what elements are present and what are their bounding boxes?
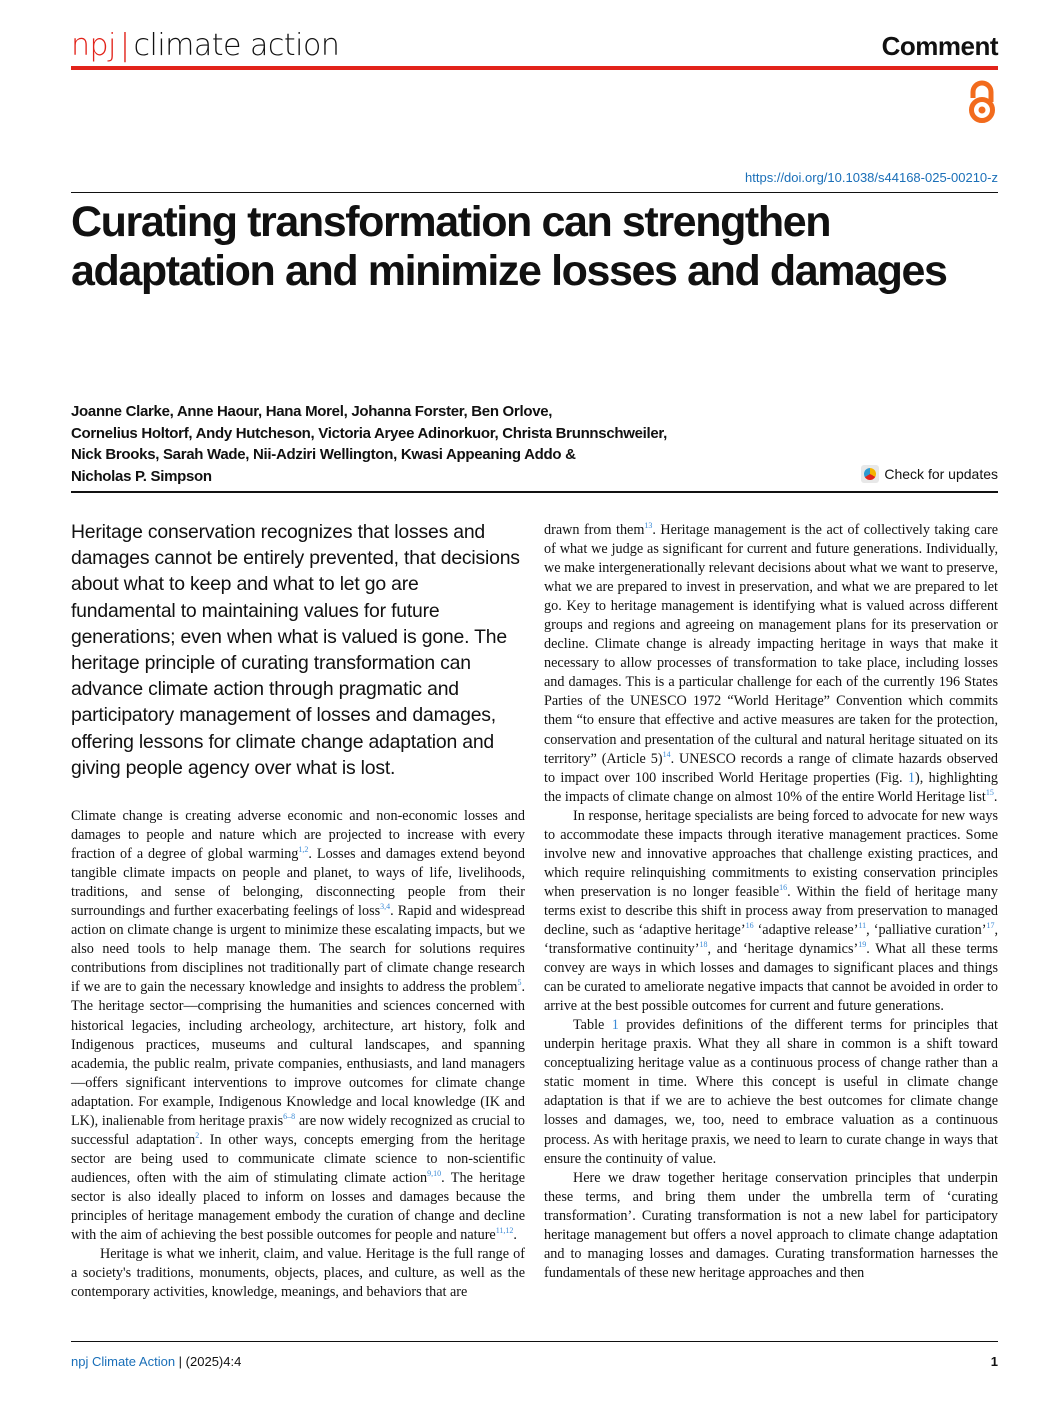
body-text: Climate change is creating adverse economic and non-economic losses and damages to people and nature which are projected to increase with every fraction of a degree of global warming (71, 808, 525, 863)
author-list (71, 401, 811, 487)
page-number: 1 (990, 1354, 998, 1369)
citation-ref[interactable]: 11 (858, 920, 867, 930)
page-footer (71, 1354, 998, 1370)
author-line[interactable]: Joanne Clarke, Anne Haour, Hana Morel, Johanna Forster, Ben Orlove, (71, 403, 553, 420)
footer-separator: | (175, 1354, 186, 1369)
body-paragraph: Heritage is what we inherit, claim, and value. Heritage is the full range of a society's traditions, monuments, objects, places, and culture, as well as the contemporary activities, knowledge, meanings, and behaviors that are (71, 1246, 525, 1301)
body-paragraph (544, 1016, 998, 1168)
journal-separator: | (119, 28, 130, 63)
body-text: . Heritage management is the act of collectively taking care of what we judge as significant for current and future generations. Individually, we make intergenerationally relevant decisions about what we want to preserve, what we are prepared to invest in preservation, and what we are prepared to let go. Key to heritage management is identifying what is valued across different groups and regions and agreeing on management plans for its preservation or decline. Climate change is already impacting heritage in ways that make it necessary to allow processes of transformation to take place, including losses and damages. This is a particular challenge for each of the currently 196 States Parties of the UNESCO 1972 “World Heritage” Convention which commits them “to ensure that effective and active measures are taken for the protection, conservation and presentation of the cultural and natural heritage situated on its territory” (Article 5) (544, 522, 998, 767)
body-text: drawn from them (544, 522, 645, 538)
journal-logo[interactable] (71, 28, 339, 64)
doi-link[interactable]: https://doi.org/10.1038/s44168-025-00210-z (745, 170, 998, 185)
masthead-divider (71, 66, 998, 70)
citation-ref[interactable]: 1,2 (298, 845, 309, 855)
body-text: . The heritage sector—comprising the humanities and sciences concerned with historical legacies, including archeology, architecture, art history, folk and Indigenous practices, museums and cultural landscapes, and spanning academia, the public realm, private companies, enthusiasts, and land managers—offers significant interventions to improve outcomes for climate change adaptation. For example, Indigenous Knowledge and local knowledge (IK and LK), inalienable from heritage praxis (71, 979, 525, 1129)
body-paragraph (544, 521, 998, 807)
body-text: In response, heritage specialists are being forced to advocate for new ways to accommodate these impacts through iterative management practices. Some involve new and innovative approaches that challenge existing practices, and which require relinquishing commitments to existing conservation principles when preservation is no longer feasible (544, 807, 998, 900)
body-text: . Rapid and widespread action on climate change is urgent to minimize these escalating impacts, but we also need tools to help manage them. The search for solutions requires contributions from disciplines not traditionally part of climate change research if we are to gain the necessary knowledge and insights to address the problem (71, 903, 526, 996)
citation-ref[interactable]: 15 (985, 787, 994, 797)
check-for-updates-button[interactable] (861, 465, 998, 483)
body-text: . (993, 788, 998, 805)
author-line[interactable]: Nicholas P. Simpson (71, 467, 212, 485)
footer-divider (71, 1341, 998, 1342)
body-paragraph: Here we draw together heritage conservation principles that underpin these terms, and bring them under the umbrella term of ‘curating transformation’. Curating transformation is not a new label for participatory heritage management but offers a novel approach to climate change adaptation and to managing losses and damages. Curating transformation harnesses the fundamentals of these new heritage approaches and then (544, 1169, 998, 1281)
body-text: ‘adaptive release’ (753, 921, 859, 938)
article-title: Curating transformation can strengthen adaptation and minimize losses and damages (71, 198, 947, 295)
body-text: . In other ways, concepts emerging from the heritage sector are being used to communicate climate science to non-scientific audiences, often with the aim of stimulating climate action (71, 1131, 526, 1186)
figure-link[interactable]: 1 (907, 769, 915, 786)
body-text: are now widely recognized as crucial to successful adaptation (71, 1112, 525, 1148)
citation-ref[interactable]: 2 (195, 1130, 200, 1140)
journal-name: climate action (133, 28, 340, 63)
check-for-updates-label: Check for updates (884, 466, 998, 482)
body-text: . Losses and damages extend beyond tangible climate impacts on people and planet, to ways of life, livelihoods, traditions, and sense of belonging, disconnecting people from their surroundings and further exacerbating feelings of loss (71, 846, 525, 920)
body-paragraph (71, 807, 525, 1245)
body-text: , ‘palliative curation’ (866, 921, 987, 938)
citation-ref[interactable]: 19 (858, 940, 867, 950)
journal-prefix: npj (71, 28, 116, 63)
body-text: Table (573, 1017, 612, 1034)
citation-ref[interactable]: 17 (986, 920, 995, 930)
body-text: . The heritage sector is also ideally placed to inform on losses and damages because the principles of heritage management embody the curation of change and decline with the aim of achieving the best possible outcomes for people and nature (71, 1169, 525, 1244)
citation-ref[interactable]: 16 (745, 920, 754, 930)
body-column-left (71, 807, 525, 1302)
table-link[interactable]: 1 (611, 1017, 619, 1034)
body-text: , and ‘heritage dynamics’ (707, 941, 859, 958)
body-text: . (513, 1227, 517, 1244)
open-access-lock-icon (966, 80, 998, 124)
title-divider (71, 192, 998, 193)
citation-ref[interactable]: 3,4 (380, 902, 391, 912)
citation-ref[interactable]: 6–8 (283, 1111, 296, 1121)
body-text: , ‘transformative continuity’ (544, 921, 998, 958)
body-text: . What all these terms convey are ways in which losses and damages to significant places and things can be curated to ameliorate negative impacts that cannot be avoided in order to arrive at the best possible outcomes for current and future generations. (544, 941, 998, 1015)
author-line[interactable]: Nick Brooks, Sarah Wade, Nii-Adziri Wellington, Kwasi Appeaning Addo & (71, 446, 576, 463)
article-type-label: Comment (881, 31, 998, 61)
citation-ref[interactable]: 9,10 (427, 1168, 442, 1178)
body-paragraph (544, 807, 998, 1017)
crossmark-icon (861, 465, 879, 483)
footer-journal-link[interactable]: npj Climate Action (71, 1354, 176, 1369)
standfirst: Heritage conservation recognizes that losses and damages cannot be entirely prevented, that decisions about what to keep and what to let go are fundamental to maintaining values for future generations; even when what is valued is gone. The heritage principle of curating transformation can advance climate action through pragmatic and participatory management of losses and damages, offering lessons for climate change adaptation and giving people agency over what is lost. (71, 521, 520, 779)
body-text: . Within the field of heritage many terms exist to describe this shift in process away from preservation to managed decline, such as ‘adaptive heritage’ (544, 883, 998, 938)
footer-volume: (2025)4:4 (185, 1354, 242, 1369)
author-line[interactable]: Cornelius Holtorf, Andy Hutcheson, Victoria Aryee Adinorkuor, Christa Brunnschweiler, (71, 424, 668, 442)
body-text: . UNESCO records a range of climate hazards observed to impact over 100 inscribed World Heritage properties (Fig. (544, 750, 998, 786)
body-column-right (544, 521, 998, 1283)
citation-ref[interactable]: 16 (779, 882, 788, 892)
citation-ref[interactable]: 18 (699, 940, 708, 950)
citation-ref[interactable]: 5 (517, 978, 522, 988)
authors-divider (71, 491, 998, 493)
body-text: provides definitions of the different terms for principles that underpin heritage praxis. What they all share in common is a shift toward conceptualizing heritage value as a continuous process of change rather than a static moment in time. Where this concept is useful in climate change adaptation is that if we are to achieve the best outcomes for climate change losses and damages, we, too, need to embrace valuation as a continuous process. As with heritage praxis, we need to learn to curate change in ways that ensure the continuity of value. (544, 1017, 999, 1167)
citation-ref[interactable]: 14 (662, 749, 671, 759)
body-text: ), highlighting the impacts of climate change on almost 10% of the entire World Heritage list (544, 769, 998, 805)
citation-ref[interactable]: 11,12 (495, 1226, 514, 1236)
citation-ref[interactable]: 13 (644, 521, 653, 530)
